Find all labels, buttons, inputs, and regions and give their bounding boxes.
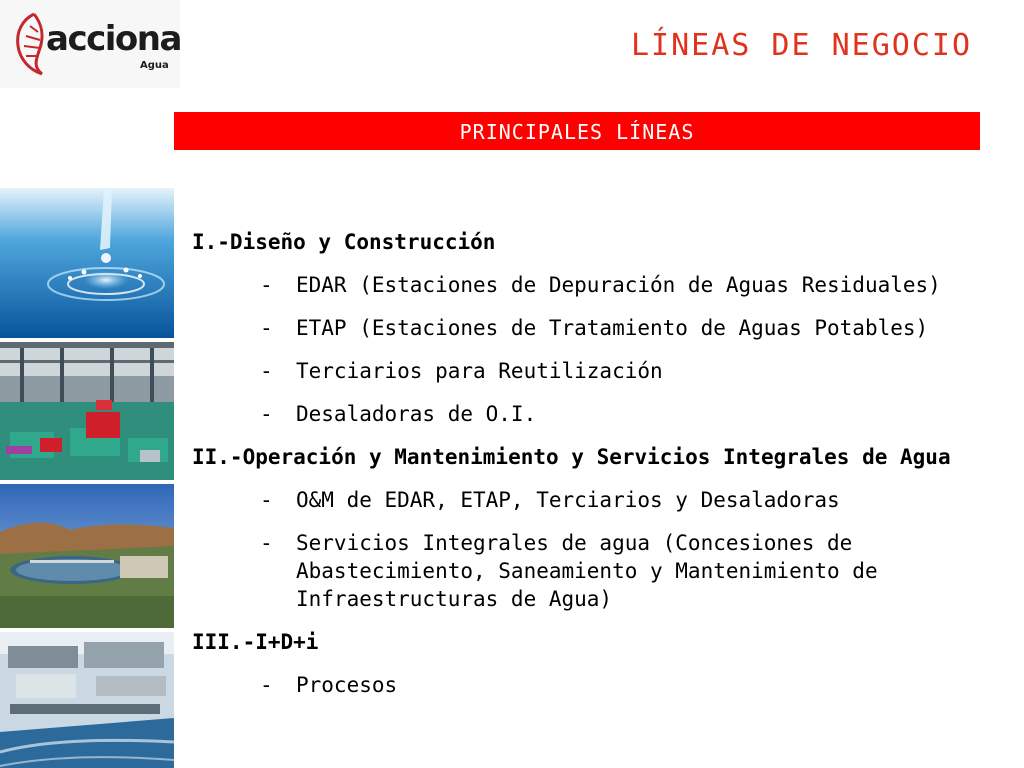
- section-heading: III.-I+D+i: [192, 630, 319, 654]
- bullet-dash: -: [260, 531, 273, 555]
- leaf-icon: [12, 10, 48, 78]
- bullet-dash: -: [260, 316, 273, 340]
- list-item-text: Desaladoras de O.I.: [296, 402, 537, 426]
- water-drop-photo: [0, 188, 174, 338]
- list-item-text: EDAR (Estaciones de Depuración de Aguas Residuales): [296, 273, 941, 297]
- bullet-dash: -: [260, 359, 273, 383]
- bullet-dash: -: [260, 488, 273, 512]
- list-item-text: ETAP (Estaciones de Tratamiento de Aguas Potables): [296, 316, 929, 340]
- page-title: LÍNEAS DE NEGOCIO: [630, 28, 972, 63]
- list-item-text: Servicios Integrales de agua (Concesiones de Abastecimiento, Saneamiento y Mantenimiento de Infraestructuras de Agua): [296, 531, 878, 611]
- list-item: [260, 314, 1018, 342]
- pumping-plant-photo: [0, 342, 174, 480]
- business-lines-list: [192, 228, 1018, 714]
- list-item: [260, 357, 1018, 385]
- list-item: [260, 671, 1018, 699]
- list-item: [260, 486, 1018, 514]
- treatment-basin-photo: [0, 484, 174, 628]
- list-item-text: Terciarios para Reutilización: [296, 359, 663, 383]
- section-heading: II.-Operación y Mantenimiento y Servicios Integrales de Agua: [192, 445, 951, 469]
- section-heading: I.-Diseño y Construcción: [192, 230, 496, 254]
- list-item: [260, 400, 1018, 428]
- logo-subtitle: Agua: [140, 60, 169, 71]
- list-item-text: O&M de EDAR, ETAP, Terciarios y Desaladoras: [296, 488, 840, 512]
- list-item: [260, 529, 1018, 613]
- desalination-plant-photo: [0, 632, 174, 768]
- bullet-dash: -: [260, 273, 273, 297]
- acciona-logo: [0, 0, 180, 88]
- section-bar: PRINCIPALES LÍNEAS: [174, 112, 980, 150]
- bullet-dash: -: [260, 673, 273, 697]
- list-item-text: Procesos: [296, 673, 398, 697]
- list-item: [260, 271, 1018, 299]
- logo-wordmark: acciona: [46, 19, 181, 59]
- photo-strip: [0, 188, 174, 768]
- bullet-dash: -: [260, 402, 273, 426]
